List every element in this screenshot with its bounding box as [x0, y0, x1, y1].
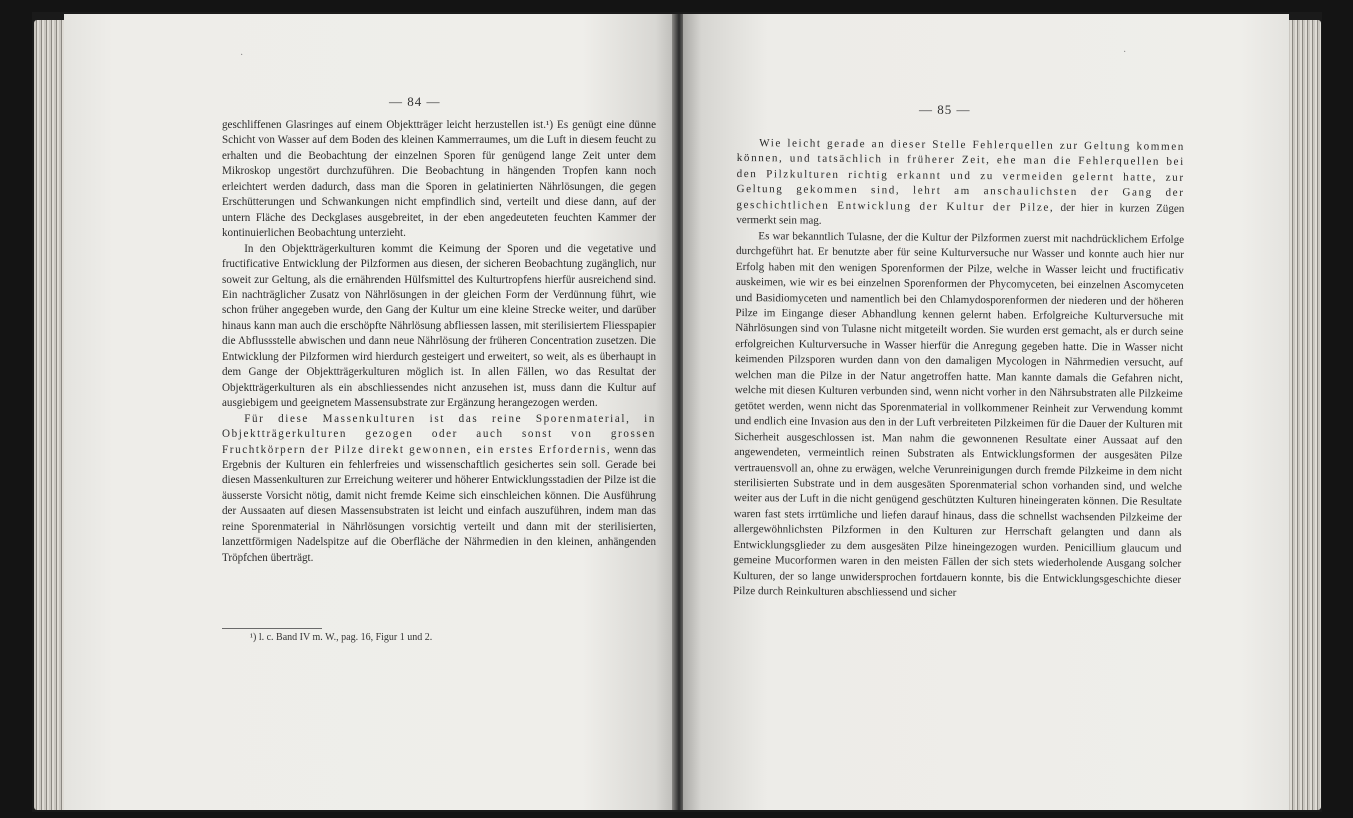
left-spaced-emphasis: Für diese Massenkulturen ist das reine Sporenmaterial, in Objektträgerkulturen gezogen oder auch sonst von grossen Fruchtkörpern der Pilze direkt gewonnen, ein erstes Erfordernis,	[222, 412, 656, 456]
footnote: ¹) l. c. Band IV m. W., pag. 16, Figur 1 und 2.	[250, 632, 433, 643]
right-paragraph-2: Es war bekanntlich Tulasne, der die Kultur der Pilzformen zuerst mit nachdrücklichem Erfolge durchgeführt hat. Er benutzte aber für seine Kulturversuche nur Wasser und konnte auch hier nur Erfolg haben mit den wenigen Sporenformen der Pilze, welche in Wasser leicht und fructificativ auskeimen, wie wir es bei einzelnen Sporenformen der Phycomyceten, bei einzelnen Ascomyceten und Basidiomyceten und namentlich bei den Chlamydosporenformen der niederen und der höheren Pilze im Eingange dieser Abhandlung kennen gelernt haben. Erfolgreiche Kulturversuche mit Nährlösungen sind von Tulasne nicht mitgeteilt worden. Sie wurden erst gemacht, als er durch seine erfolgreichen Kulturversuche in Wasser hierfür die Anregung gegeben hatte. Die in Wasser nicht keimenden Pilzsporen wurden dann von den damaligen Mycologen in Nährmedien versucht, auf welchen man die Pilze in der Natur angetroffen hatte. Man kannte damals die Gefahren nicht, welche mit diesen Kulturen verbunden sind, wenn nicht vorher in den Nährsubstraten alle Pilzkeime getötet werden, wenn nicht das Sporenmaterial in vollkommener Reinheit zur Verwendung kommt und endlich eine Invasion aus den in der Luft verbreiteten Pilzkeimen für die Dauer der Kulturen mit Sicherheit ausgeschlossen ist. Man nahm die gewonnenen Resultate einer Aussaat auf den angewendeten, vermeintlich reinen Substraten als Entwicklungsformen der ausgesäten Pilze vertrauensvoll an, ohne zu erwägen, welche Verunreinigungen durch fremde Pilzkeime in dem nicht sterilisierten Substrate und in dem ausgesäten Sporenmaterial schon vorhanden sind, und welche weiter aus der Luft in die nicht genügend geschützten Kulturen hineingeraten können. Die Resultate waren fast stets irrtümliche und liefen darauf hinaus, dass die schnellst wachsenden Pilzkeime der allergewöhnlichsten Pilzformen in den Kulturen zur Herrschaft gelangten und dann als Entwicklungsglieder zu dem ausgesäten Pilze hineingezogen wurden. Penicillium glaucum und gemeine Mucorformen waren in den meisten Fällen der sich stets wiederholende Ausgang solcher Kulturen, der so lange unwidersprochen fortdauern konnte, bis die Entwicklungsgeschichte dieser Pilze durch Reinkulturen abschliessend und sicher	[732, 229, 1185, 600]
right-page-number: — 85 —	[919, 102, 971, 117]
right-page	[683, 14, 1289, 810]
right-page-edges	[1285, 20, 1321, 810]
right-body-text	[733, 136, 1185, 603]
left-page	[64, 14, 674, 810]
left-paragraph-3-tail: wenn das Ergebnis der Kulturen ein fehlerfreies und wissenschaftlich gesichertes sein soll. Gerade bei diesen Massenkulturen zur Erreichung weiterer und höherer Entwicklungsstadien der Pilze ist die äusserste Vorsicht nötig, damit nicht fremde Keime sich einschleichen können. Die Ausführung der Aussaaten auf diesen Massensubstraten ist leicht und einfach auszuführen, indem man das reine Sporenmaterial in Nährlösungen vorsichtig verteilt und dann mit der sterilisierten, lanzettförmigen Nadelspitze auf die Oberfläche der Nährmedien in den kleinen, anhängenden Tröpfchen überträgt.	[222, 443, 656, 564]
left-paragraph-1: geschliffenen Glasringes auf einem Objektträger leicht herzustellen ist.¹) Es genügt eine dünne Schicht von Wasser auf dem Boden des kleinen Kammerraumes, um die Luft in diesem feucht zu erhalten und die Beobachtung der einzelnen Sporen für genügend lange Zeit unter dem Mikroskop ungestört durchzuführen. Die Beobachtung in hängenden Tropfen kann noch erleichtert werden dadurch, dass man die Sporen in gelatinierten Nährlösungen, die gegen Erschütterungen und Schwankungen nicht empfindlich sind, verteilt und diese dann, auf der untern Fläche des Deckglases ausgebreitet, in der eben angedeuteten feuchten Kammer der kontinuierlichen Beobachtung unterzieht.	[222, 119, 656, 240]
left-paragraph-2: In den Objektträgerkulturen kommt die Keimung der Sporen und die vegetative und fructificative Entwicklung der Pilzformen aus diesen, der sicheren Beobachtung zugänglich, nur soweit zur Geltung, als die ernährenden Hülfsmittel des Kulturtropfens hierfür ausreichend sind. Ein nachträglicher Zusatz von Nährlösungen in der gleichen Form der Verdünnung führt, wie schon früher angegeben wurde, den Gang der Kultur um eine kleine Strecke weiter, und darüber hinaus kann man auch die erschöpfte Nährlösung abfliessen lassen, mit sterilisiertem Fliesspapier die Abflussstelle abwischen und dann neue Nährlösung der früheren Concentration zusetzen. Die Entwicklung der Pilzformen wird hierdurch gesteigert und erweitert, so weit, als es überhaupt in dem Gange der Objektträgerkulturen möglich ist. In allen Fällen, wo das Resultat der Objektträgerkulturen als ein abschliessendes nicht anzusehen ist, muss dann die Kultur auf ausgiebigem und geeignetem Massensubstrate zur Ergänzung herangezogen werden.	[222, 242, 656, 410]
speck-mark: ·	[240, 50, 244, 61]
speck-mark: ·	[1123, 47, 1127, 58]
right-paragraph-1	[736, 136, 1185, 233]
footnote-rule	[222, 628, 322, 629]
left-paragraph-3	[222, 412, 656, 567]
left-page-number: — 84 —	[389, 94, 441, 109]
right-paragraph-1-tail: der hier in kurzen Zügen vermerkt sein mag.	[736, 201, 1185, 228]
left-body-text	[222, 118, 656, 566]
right-spaced-emphasis: Wie leicht gerade an dieser Stelle Fehlerquellen zur Geltung kommen können, und tatsächlich in früherer Zeit, ehe man die Fehlerquellen bei den Pilzkulturen richtig erkannt und zu vermeiden gelernt hatte, zur Geltung gekommen sind, lehrt am anschaulichsten der Gang der geschichtlichen Entwicklung der Kultur der Pilze,	[736, 137, 1185, 214]
